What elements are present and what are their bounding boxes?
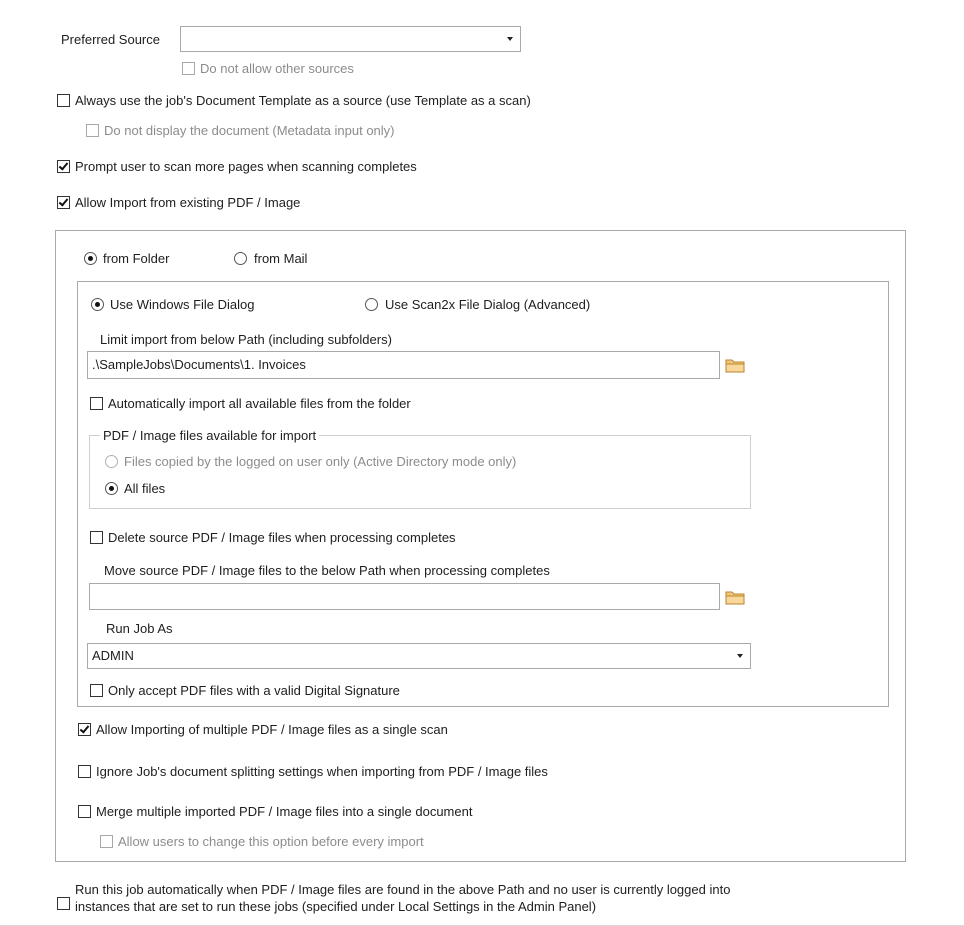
- no-other-sources-checkbox[interactable]: [182, 62, 195, 75]
- move-path-label: Move source PDF / Image files to the below Path when processing completes: [104, 563, 550, 578]
- files-available-group-title: PDF / Image files available for import: [100, 428, 319, 443]
- run-automatically-line-1: Run this job automatically when PDF / Image files are found in the above Path and no user is currently logged into: [75, 882, 731, 897]
- allow-import-checkbox[interactable]: [57, 196, 70, 209]
- auto-import-label: Automatically import all available files from the folder: [108, 396, 411, 411]
- no-other-sources-label: Do not allow other sources: [200, 61, 354, 76]
- from-mail-label: from Mail: [254, 251, 308, 266]
- limit-path-label: Limit import from below Path (including subfolders): [100, 332, 392, 347]
- delete-source-label: Delete source PDF / Image files when processing completes: [108, 530, 456, 545]
- digital-signature-checkbox[interactable]: [90, 684, 103, 697]
- windows-file-dialog-label: Use Windows File Dialog: [110, 297, 255, 312]
- limit-path-input[interactable]: .\SampleJobs\Documents\1. Invoices: [87, 351, 720, 379]
- run-as-dropdown[interactable]: [87, 643, 751, 669]
- merge-checkbox[interactable]: [78, 805, 91, 818]
- always-use-template-label: Always use the job's Document Template as a source (use Template as a scan): [75, 93, 531, 108]
- from-mail-radio[interactable]: [234, 252, 247, 265]
- run-automatically-line-2: instances that are set to run these jobs (specified under Local Settings in the Admin Panel): [75, 899, 597, 914]
- multi-import-checkbox[interactable]: [78, 723, 91, 736]
- no-display-document-label: Do not display the document (Metadata input only): [104, 123, 395, 138]
- delete-source-checkbox[interactable]: [90, 531, 103, 544]
- ignore-split-label: Ignore Job's document splitting settings when importing from PDF / Image files: [96, 764, 548, 779]
- files-by-user-label: Files copied by the logged on user only (Active Directory mode only): [124, 454, 517, 469]
- run-as-label: Run Job As: [106, 621, 173, 636]
- prompt-scan-more-checkbox[interactable]: [57, 160, 70, 173]
- all-files-radio[interactable]: [105, 482, 118, 495]
- digital-signature-label: Only accept PDF files with a valid Digital Signature: [108, 683, 400, 698]
- allow-change-label: Allow users to change this option before every import: [118, 834, 424, 849]
- chevron-down-icon: [507, 37, 513, 41]
- all-files-label: All files: [124, 481, 166, 496]
- run-automatically-label: [75, 881, 730, 915]
- from-folder-radio[interactable]: [84, 252, 97, 265]
- allow-import-label: Allow Import from existing PDF / Image: [75, 195, 301, 210]
- always-use-template-checkbox[interactable]: [57, 94, 70, 107]
- scan2x-file-dialog-radio[interactable]: [365, 298, 378, 311]
- folder-icon[interactable]: [725, 589, 745, 605]
- from-folder-label: from Folder: [103, 251, 170, 266]
- files-by-user-radio[interactable]: [105, 455, 118, 468]
- move-path-input[interactable]: [89, 583, 720, 610]
- preferred-source-label: Preferred Source: [61, 32, 160, 47]
- no-display-document-checkbox[interactable]: [86, 124, 99, 137]
- folder-icon[interactable]: [725, 357, 745, 373]
- files-available-group: [89, 435, 751, 509]
- merge-label: Merge multiple imported PDF / Image files into a single document: [96, 804, 473, 819]
- auto-import-checkbox[interactable]: [90, 397, 103, 410]
- run-automatically-checkbox[interactable]: [57, 897, 70, 910]
- allow-change-checkbox[interactable]: [100, 835, 113, 848]
- windows-file-dialog-radio[interactable]: [91, 298, 104, 311]
- multi-import-label: Allow Importing of multiple PDF / Image files as a single scan: [96, 722, 448, 737]
- ignore-split-checkbox[interactable]: [78, 765, 91, 778]
- prompt-scan-more-label: Prompt user to scan more pages when scanning completes: [75, 159, 417, 174]
- scan2x-file-dialog-label: Use Scan2x File Dialog (Advanced): [385, 297, 591, 312]
- run-as-value: ADMIN: [92, 648, 134, 663]
- chevron-down-icon: [737, 654, 743, 658]
- preferred-source-dropdown[interactable]: [180, 26, 521, 52]
